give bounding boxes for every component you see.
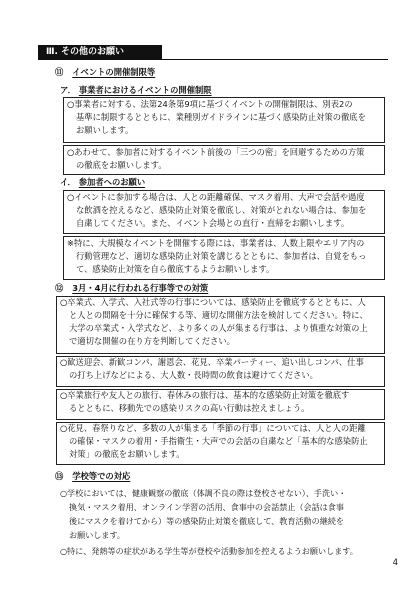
section-title: Ⅲ. その他のお願い: [38, 45, 162, 60]
subheading-i: [60, 176, 145, 189]
s12-p4-line2: の確保・マスクの着用・手指衛生・大声での会話の自粛など「基本的な感染防止: [69, 436, 368, 446]
s12-p1-line1: ○卒業式、入学式、入社式等の行事については、感染防止を徹底するとともに、人: [60, 297, 366, 307]
subheading-a: [60, 84, 212, 97]
heading-11-title: イベントの開催制限等: [72, 67, 156, 77]
subheading-a-label: ア．: [60, 85, 76, 95]
i1-line3: 自粛してください。また、イベント会場との直行・直帰をお願いします。: [76, 218, 350, 228]
s12-p2-line2: の打ち上げなどによる、大人数・長時間の飲食は避けてください。: [69, 370, 318, 380]
s12-p1-line3: 大学の卒業式・入学式など、より多くの人が集まる行事は、より慎重な対策の上: [69, 323, 368, 333]
heading-12-title: 3月・4月に行われる行事等での対策: [72, 283, 209, 293]
a1-line1: ○事業者に対する、法第24条第9項に基づくイベントの開催制限は、別表2の: [67, 99, 353, 109]
subheading-a-title: 事業者におけるイベントの開催制限: [78, 85, 212, 95]
heading-13: [55, 470, 130, 483]
a1-line3: お願いします。: [76, 125, 134, 135]
header-rule: [38, 59, 388, 60]
s12-p2-line1: ○歓送迎会、新歓コンパ、謝恩会、花見、卒業パーティー、追い出しコンパ、仕事: [60, 357, 364, 367]
s13-p1-line1: ○学校においては、健康観察の徹底（体調不良の際は登校させない）、手洗い・: [60, 488, 347, 498]
s13-p2-line1: ○特に、発熱等の症状がある学生等が登校や活動参加を控えるようお願いします。: [60, 546, 358, 556]
a2-line2: の徹底をお願いします。: [76, 160, 167, 170]
s12-p4-line1: ○花見、春祭りなど、多数の人が集まる「季節の行事」については、人と人の距離: [60, 423, 366, 433]
a1-line2: 基準に制限するとともに、業種別ガイドラインに基づく感染防止対策の徹底を: [76, 112, 366, 122]
i1-line2: な飲酒を控えるなど、感染防止対策を徹底し、対策がとれない場合は、参加を: [76, 205, 367, 215]
s13-p1-line3: 後にマスクを着けてから）等の感染防止対策を徹底して、教育活動の継続を: [69, 516, 345, 526]
s12-p4-line3: 対策」の徹底をお願いします。: [69, 449, 185, 459]
note-line3: て、感染防止対策を自ら徹底するようお願いします。: [76, 264, 275, 274]
heading-13-num: ⑬: [55, 471, 64, 481]
subheading-i-title: 参加者へのお願い: [78, 177, 146, 187]
heading-13-title: 学校等での対応: [72, 471, 131, 481]
a2-line1: ○あわせて、参加者に対するイベント前後の「三つの密」を回避するための方策: [67, 147, 365, 157]
s12-p3-line1: ○卒業旅行や友人との旅行、春休みの旅行は、基本的な感染防止対策を徹底す: [60, 390, 350, 400]
note-line1: ※特に、大規模なイベントを開催する際には、事業者は、人数上限やエリア内の: [67, 238, 365, 248]
heading-12-num: ⑫: [55, 283, 64, 293]
subheading-i-label: イ．: [60, 177, 76, 187]
page-number: 4: [392, 558, 398, 568]
heading-11-num: ⑪: [55, 67, 64, 77]
s13-p1-line2: 換気・マスク着用、オンライン学習の活用、食事中の会話禁止（会話は食事: [69, 502, 344, 512]
s13-p1-line4: お願いします。: [69, 530, 126, 540]
i1-line1: ○イベントに参加する場合は、人との距離確保、マスク着用、大声で会話や過度: [67, 192, 365, 202]
heading-11: [55, 66, 155, 79]
s12-p3-line2: るとともに、移動先での感染リスクの高い行動は控えましょう。: [69, 403, 310, 413]
s12-p1-line4: で適切な開催の在り方を判断してください。: [69, 336, 235, 346]
s12-p1-line2: と人との間隔を十分に確保する等、適切な開催方法を検討してください。特に、: [69, 310, 368, 320]
note-line2: 行動管理など、適切な感染防止対策を講じるとともに、参加者は、自覚をもっ: [76, 251, 367, 261]
heading-12: [55, 282, 208, 295]
